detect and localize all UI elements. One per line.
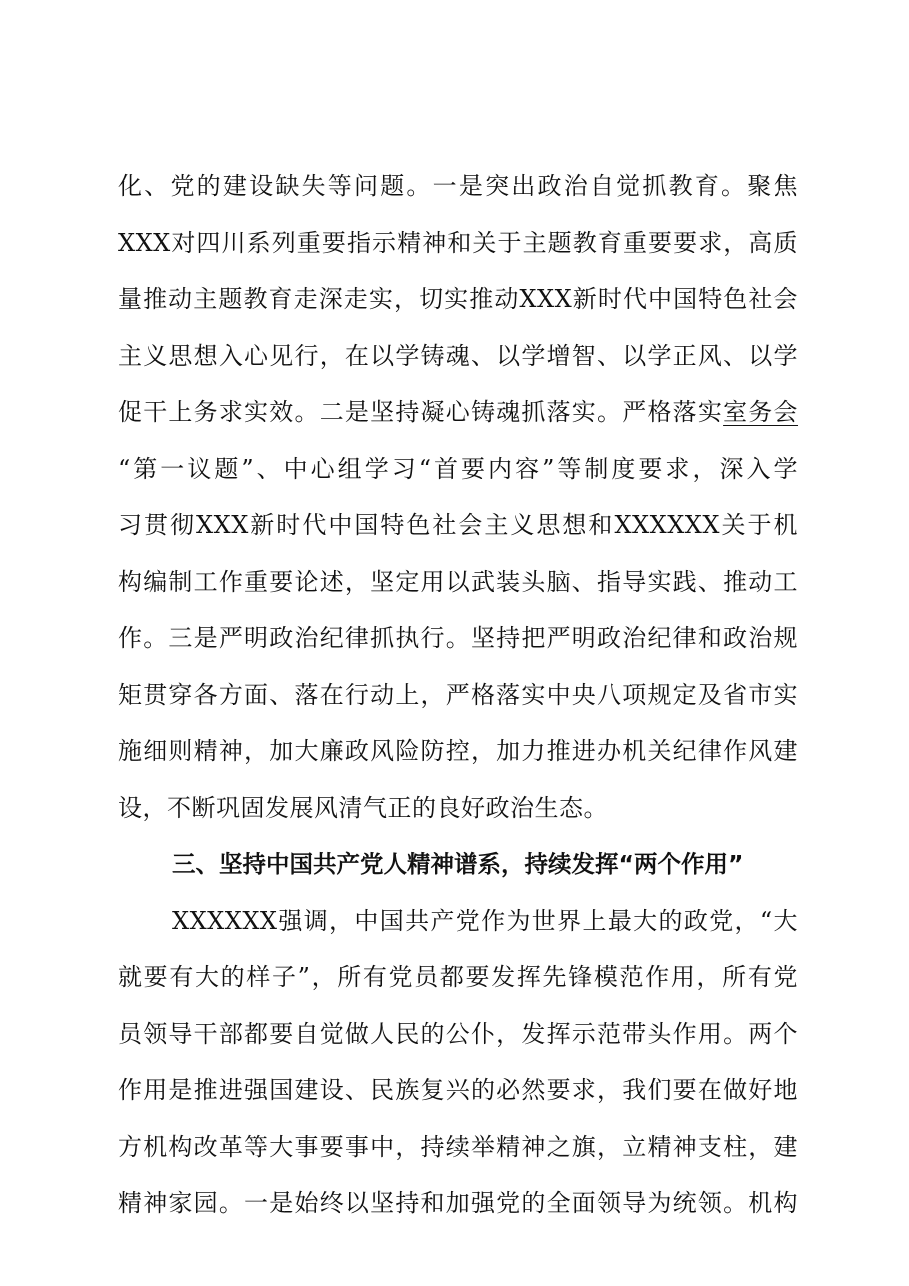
paragraph-line: 矩贯穿各方面、落在行动上，严格落实中央八项规定及省市实 (118, 680, 798, 709)
paragraph-line: 施细则精神，加大廉政风险防控，加力推进办机关纪律作风建 (118, 737, 798, 765)
paragraph-line: 作。三是严明政治纪律抓执行。坚持把严明政治纪律和政治规 (118, 624, 798, 652)
paragraph-line: 构编制工作重要论述，坚定用以武装头脑、指导实践、推动工 (118, 567, 798, 596)
paragraph-line: 员领导干部都要自觉做人民的公仆，发挥示范带头作用。两个 (118, 1019, 798, 1048)
paragraph-line: 化、党的建设缺失等问题。一是突出政治自觉抓教育。聚焦 (118, 172, 798, 200)
paragraph-line (118, 384, 798, 441)
paragraph-line: 量推动主题教育走深走实，切实推动XXX新时代中国特色社会 (118, 285, 798, 313)
paragraph-line: 习贯彻XXX新时代中国特色社会主义思想和XXXXXX关于机 (118, 511, 798, 539)
paragraph-line: 主义思想入心见行，在以学铸魂、以学增智、以学正风、以学 (118, 341, 798, 370)
paragraph-line: 设，不断巩固发展风清气正的良好政治生态。 (118, 793, 608, 822)
paragraph-line: XXXXXX强调，中国共产党作为世界上最大的政党，“大 (172, 906, 798, 935)
section-heading: 三、坚持中国共产党人精神谱系，持续发挥“两个作用” (172, 850, 744, 878)
paragraph-line-text: 促干上务求实效。二是坚持凝心铸魂抓落实。严格落实 (118, 398, 724, 426)
document-body (118, 158, 798, 1232)
paragraph-line: 作用是推进强国建设、民族复兴的必然要求，我们要在做好地 (118, 1076, 798, 1104)
underlined-phrase: 室务会 (723, 398, 799, 426)
paragraph-line: “第一议题”、中心组学习“首要内容”等制度要求，深入学 (118, 454, 798, 483)
paragraph-line: 就要有大的样子”，所有党员都要发挥先锋模范作用，所有党 (118, 963, 798, 991)
paragraph-line: 方机构改革等大事要事中，持续举精神之旗，立精神支柱，建 (118, 1132, 798, 1161)
paragraph-2 (118, 893, 798, 1232)
paragraph-line: 精神家园。一是始终以坚持和加强党的全面领导为统领。机构 (118, 1189, 798, 1217)
paragraph-1 (118, 158, 798, 836)
paragraph-line: XXX对四川系列重要指示精神和关于主题教育重要要求，高质 (118, 228, 798, 257)
